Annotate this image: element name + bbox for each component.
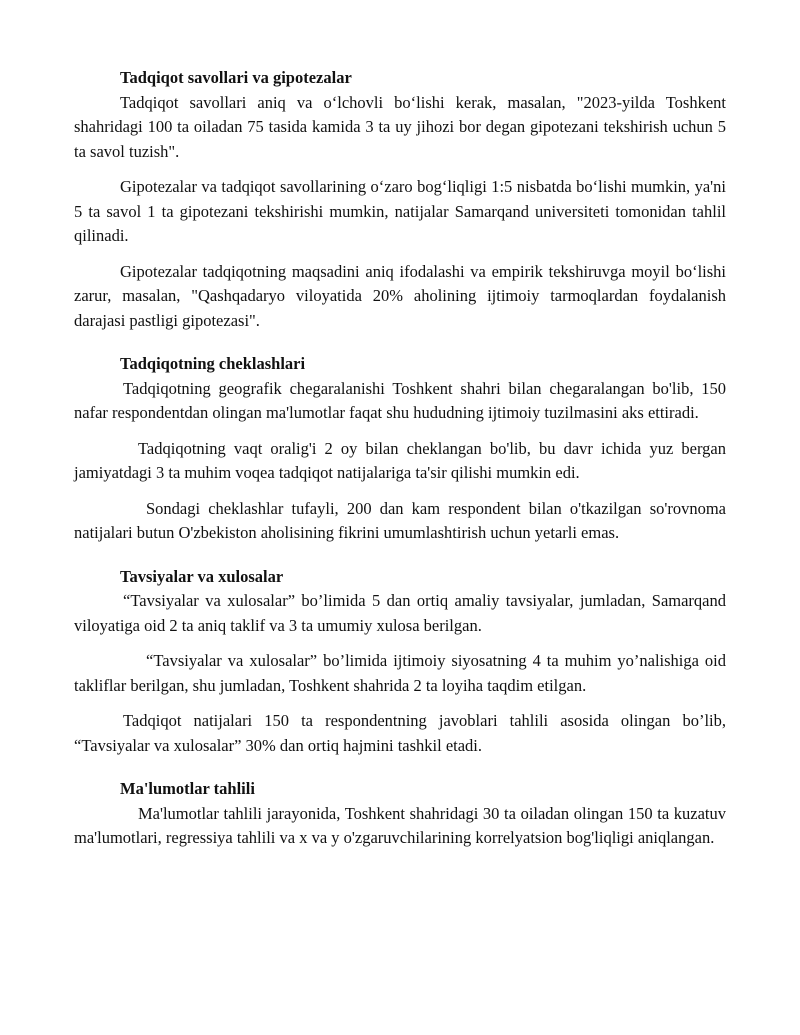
section-limitations bbox=[74, 352, 726, 546]
paragraph: Tadqiqotning geografik chegaralanishi Toshkent shahri bilan chegaralangan bo'lib, 150 nafar respondentdan olingan ma'lumotlar faqat shu hududning ijtimoiy tuzilmasini aks ettiradi. bbox=[74, 378, 726, 422]
paragraph: “Tavsiyalar va xulosalar” bo’limida ijtimoiy siyosatning 4 ta muhim yo’nalishiga oid takliflar berilgan, shu jumladan, Toshkent shahrida 2 ta loyiha taqdim etilgan. bbox=[74, 651, 726, 695]
section-heading: Ma'lumotlar tahlili bbox=[120, 779, 255, 798]
section-recommendations bbox=[74, 565, 726, 759]
paragraph: “Tavsiyalar va xulosalar” bo’limida 5 dan ortiq amaliy tavsiyalar, jumladan, Samarqand viloyatiga oid 2 ta aniq taklif va 3 ta umumiy xulosa berilgan. bbox=[74, 591, 726, 635]
section-heading: Tadqiqot savollari va gipotezalar bbox=[120, 68, 352, 87]
section-research-questions bbox=[74, 66, 726, 333]
section-data-analysis bbox=[74, 777, 726, 851]
paragraph: Tadqiqotning vaqt oralig'i 2 oy bilan cheklangan bo'lib, bu davr ichida yuz bergan jamiyatdagi 3 ta muhim voqea tadqiqot natijalariga ta'sir qilishi mumkin edi. bbox=[74, 438, 726, 482]
document-body bbox=[74, 66, 726, 851]
paragraph: Tadqiqot savollari aniq va oʻlchovli boʻlishi kerak, masalan, "2023-yilda Toshkent shahridagi 100 ta oiladan 75 tasida kamida 3 ta uy jihozi bor degan gipotezani tekshirish uchun 5 ta savol tuzish". bbox=[74, 92, 726, 161]
paragraph: Gipotezalar va tadqiqot savollarining oʻzaro bogʻliqligi 1:5 nisbatda boʻlishi mumkin, ya'ni 5 ta savol 1 ta gipotezani tekshirishi mumkin, natijalar Samarqand universiteti tomonidan tahlil qilinadi. bbox=[74, 177, 726, 245]
paragraph: Ma'lumotlar tahlili jarayonida, Toshkent shahridagi 30 ta oiladan olingan 150 ta kuzatuv ma'lumotlari, regressiya tahlili va x va y o'zgaruvchilarining korrelyatsion bog'liqligi aniqlangan. bbox=[74, 803, 726, 847]
paragraph: Tadqiqot natijalari 150 ta respondentning javoblari tahlili asosida olingan bo’lib, “Tavsiyalar va xulosalar” 30% dan ortiq hajmini tashkil etadi. bbox=[74, 711, 726, 755]
paragraph: Gipotezalar tadqiqotning maqsadini aniq ifodalashi va empirik tekshiruvga moyil boʻlishi zarur, masalan, "Qashqadaryo viloyatida 20% aholining ijtimoiy tarmoqlardan foydalanish darajasi pastligi gipotezasi". bbox=[74, 261, 726, 330]
section-heading: Tadqiqotning cheklashlari bbox=[120, 354, 306, 373]
paragraph: Sondagi cheklashlar tufayli, 200 dan kam respondent bilan o'tkazilgan so'rovnoma natijalari butun O'zbekiston aholisining fikrini umumlashtirish uchun yetarli emas. bbox=[74, 498, 726, 542]
section-heading: Tavsiyalar va xulosalar bbox=[120, 566, 284, 586]
